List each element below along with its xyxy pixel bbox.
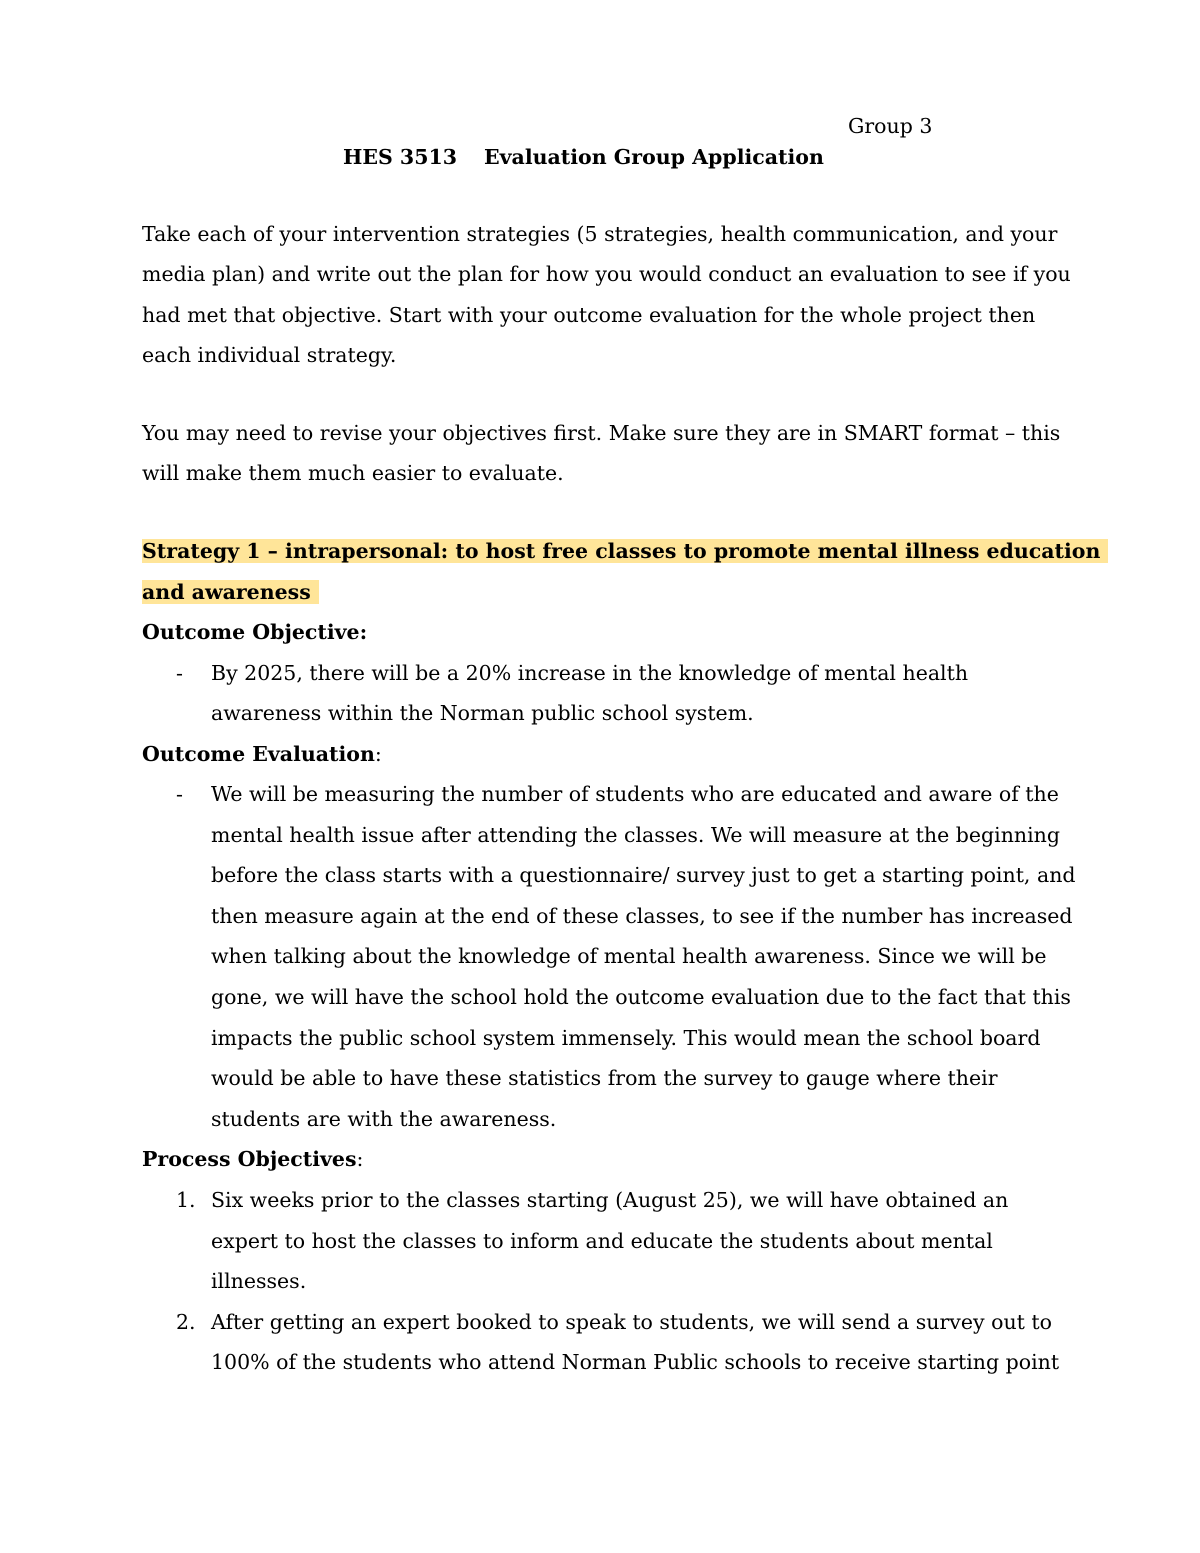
process-item-line: Six weeks prior to the classes starting (August 25), we will have obtained an (211, 1188, 1009, 1212)
strategy-heading-text: Strategy 1 – intrapersonal: to host free classes to promote mental illness education (142, 539, 1108, 563)
smart-paragraph-line: You may need to revise your objectives first. Make sure they are in SMART format – this (142, 421, 1061, 445)
process-item-line: illnesses. (211, 1269, 307, 1293)
outcome-evaluation-label-text: Outcome Evaluation (142, 742, 375, 766)
course-code: HES 3513 (343, 145, 457, 169)
outcome-evaluation-line: when talking about the knowledge of mental health awareness. Since we will be (211, 944, 1047, 968)
outcome-evaluation-line: students are with the awareness. (211, 1107, 557, 1131)
outcome-evaluation-line: We will be measuring the number of students who are educated and aware of the (211, 782, 1059, 806)
smart-paragraph-line: will make them much easier to evaluate. (142, 461, 564, 485)
group-label: Group 3 (848, 114, 933, 138)
intro-paragraph-line: each individual strategy. (142, 343, 397, 367)
outcome-objective-line: By 2025, there will be a 20% increase in the knowledge of mental health (211, 661, 969, 685)
outcome-evaluation-line: gone, we will have the school hold the outcome evaluation due to the fact that this (211, 985, 1071, 1009)
list-number: 2. (176, 1310, 196, 1334)
document-title: Evaluation Group Application (484, 145, 824, 169)
outcome-evaluation-line: before the class starts with a questionnaire/ survey just to get a starting point, and (211, 863, 1076, 887)
outcome-evaluation-line: would be able to have these statistics from the survey to gauge where their (211, 1066, 998, 1090)
process-item-line: 100% of the students who attend Norman Public schools to receive starting point (211, 1350, 1060, 1374)
outcome-objective-label: Outcome Objective: (142, 620, 368, 644)
outcome-evaluation-line: mental health issue after attending the classes. We will measure at the beginning (211, 823, 1060, 847)
process-item-line: After getting an expert booked to speak to students, we will send a survey out to (211, 1310, 1053, 1334)
list-number: 1. (176, 1188, 196, 1212)
process-objectives-label-text: Process Objectives (142, 1147, 357, 1171)
bullet-dash: - (176, 782, 183, 806)
strategy-heading (142, 579, 319, 605)
process-item-line: expert to host the classes to inform and educate the students about mental (211, 1229, 993, 1253)
intro-paragraph-line: Take each of your intervention strategies (5 strategies, health communication, and your (142, 222, 1058, 246)
process-objectives-label (142, 1146, 363, 1172)
outcome-evaluation-line: then measure again at the end of these classes, to see if the number has increased (211, 904, 1073, 928)
outcome-evaluation-label (142, 741, 382, 767)
outcome-evaluation-line: impacts the public school system immensely. This would mean the school board (211, 1026, 1041, 1050)
strategy-heading-text: and awareness (142, 580, 319, 604)
bullet-dash: - (176, 661, 183, 685)
intro-paragraph-line: media plan) and write out the plan for how you would conduct an evaluation to see if you (142, 262, 1071, 286)
process-objectives-colon: : (356, 1147, 364, 1171)
intro-paragraph-line: had met that objective. Start with your outcome evaluation for the whole project then (142, 303, 1036, 327)
outcome-evaluation-colon: : (374, 742, 382, 766)
strategy-heading (142, 538, 1108, 564)
outcome-objective-line: awareness within the Norman public school system. (211, 701, 754, 725)
